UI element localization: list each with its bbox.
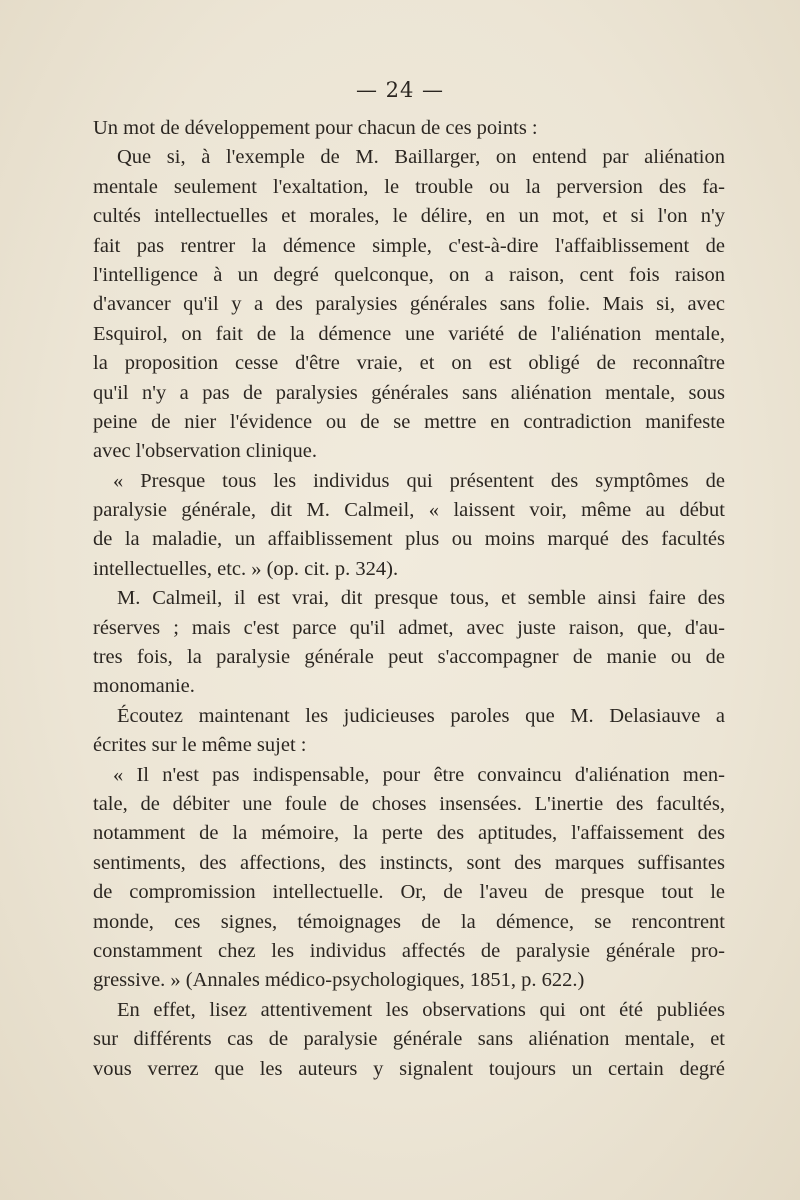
text-line: écrites sur le même sujet :	[93, 734, 307, 757]
text-line: M. Calmeil, il est vrai, dit presque tous, et semble ainsi faire des	[117, 587, 725, 610]
text-line: Esquirol, on fait de la démence une variété de l'aliénation mentale,	[93, 322, 725, 345]
text-line: gressive. » (Annales médico-psychologiques, 1851, p. 622.)	[93, 969, 585, 992]
text-line: « Il n'est pas indispensable, pour être convaincu d'aliénation men-	[113, 763, 725, 786]
text-line: de la maladie, un affaiblissement plus ou moins marqué des facultés	[93, 528, 725, 551]
text-line: la proposition cesse d'être vraie, et on est obligé de reconnaître	[93, 352, 725, 375]
text-line: monde, ces signes, témoignages de la démence, se rencontrent	[93, 910, 725, 933]
text-line: avec l'observation clinique.	[93, 440, 317, 463]
text-line: sur différents cas de paralysie générale sans aliénation mentale, et	[93, 1028, 725, 1051]
text-line: cultés intellectuelles et morales, le délire, en un mot, et si l'on n'y	[93, 205, 725, 228]
text-line: paralysie générale, dit M. Calmeil, « laissent voir, même au début	[93, 499, 725, 522]
text-line: Que si, à l'exemple de M. Baillarger, on entend par aliénation	[117, 146, 725, 169]
text-line: mentale seulement l'exaltation, le trouble ou la perversion des fa-	[93, 175, 725, 198]
text-line: constamment chez les individus affectés de paralysie générale pro-	[93, 939, 725, 962]
text-line: peine de nier l'évidence ou de se mettre en contradiction manifeste	[93, 410, 725, 433]
text-line: d'avancer qu'il y a des paralysies générales sans folie. Mais si, avec	[93, 293, 725, 316]
text-line: qu'il n'y a pas de paralysies générales sans aliénation mentale, sous	[93, 381, 725, 404]
text-line: Un mot de développement pour chacun de ces points :	[93, 117, 538, 139]
text-line: tale, de débiter une foule de choses insensées. L'inertie des facultés,	[93, 792, 725, 815]
text-line: monomanie.	[93, 675, 195, 698]
text-line: Écoutez maintenant les judicieuses paroles que M. Delasiauve a	[117, 704, 725, 727]
text-line: réserves ; mais c'est parce qu'il admet, avec juste raison, que, d'au-	[93, 616, 725, 639]
text-line: tres fois, la paralysie générale peut s'accompagner de manie ou de	[93, 646, 725, 669]
text-line: fait pas rentrer la démence simple, c'est-à-dire l'affaiblissement de	[93, 234, 725, 257]
text-line: intellectuelles, etc. » (op. cit. p. 324).	[93, 557, 399, 580]
text-line: « Presque tous les individus qui présentent des symptômes de	[113, 469, 725, 492]
text-line: l'intelligence à un degré quelconque, on a raison, cent fois raison	[93, 263, 725, 286]
page-number: — 24 —	[355, 78, 445, 102]
text-line: vous verrez que les auteurs y signalent toujours un certain degré	[93, 1057, 725, 1080]
text-line: de compromission intellectuelle. Or, de l'aveu de presque tout le	[93, 881, 725, 904]
text-line: En effet, lisez attentivement les observations qui ont été publiées	[117, 998, 725, 1021]
body-text	[93, 114, 725, 1084]
text-line: sentiments, des affections, des instincts, sont des marques suffisantes	[93, 851, 725, 874]
text-line: notamment de la mémoire, la perte des aptitudes, l'affaissement des	[93, 822, 725, 845]
